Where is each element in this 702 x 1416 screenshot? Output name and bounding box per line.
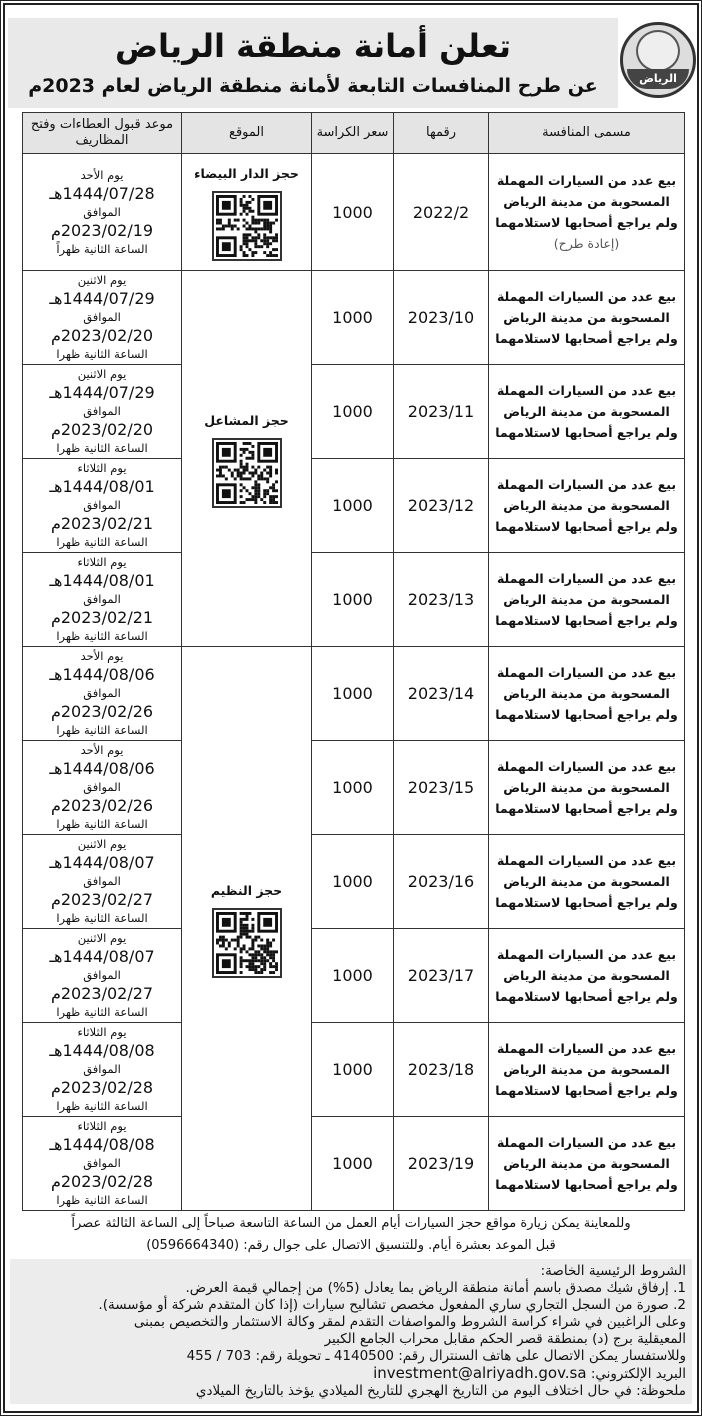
tender-number: 2023/17 (394, 929, 489, 1023)
tender-number: 2023/13 (394, 553, 489, 647)
hijri-date: 1444/08/06هـ (49, 665, 155, 684)
tender-name: بيع عدد من السيارات المهملة المسحوبة من مدينة الرياض ولم يراجع أصحابها لاستلامهما (489, 835, 685, 929)
gregorian-date: 2023/02/28م (50, 1172, 154, 1191)
deadline-cell (23, 271, 182, 365)
muwafiq-label: الموافق (83, 686, 121, 700)
day: يوم الثلاثاء (77, 1119, 127, 1133)
table-row (23, 459, 685, 553)
term-item: 2. صورة من السجل التجاري ساري المفعول مخصص تشاليح سيارات (إذا كان المتقدم شركة أو مؤسسة). (98, 1297, 686, 1313)
tender-number: 2022/2 (394, 154, 489, 271)
table-header-row (23, 113, 685, 154)
booklet-price: 1000 (312, 835, 394, 929)
deadline-cell (23, 553, 182, 647)
day: يوم الاثنين (77, 837, 127, 851)
time: الساعة الثانية ظهراً (56, 241, 148, 256)
tender-name: بيع عدد من السيارات المهملة المسحوبة من مدينة الرياض ولم يراجع أصحابها لاستلامهما (489, 271, 685, 365)
hijri-date: 1444/08/01هـ (49, 571, 155, 590)
page-title: تعلن أمانة منطقة الرياض (114, 27, 512, 65)
time: الساعة الثانية ظهرا (56, 1099, 148, 1113)
booklet-price: 1000 (312, 929, 394, 1023)
tenders-table (22, 112, 685, 1211)
booklet-price: 1000 (312, 647, 394, 741)
col-header-deadline: موعد قبول العطاءات وفتح المظاريف (23, 113, 182, 154)
qr-code-icon[interactable] (212, 908, 282, 978)
table-row (23, 154, 685, 271)
gregorian-date: 2023/02/20م (50, 420, 154, 439)
time: الساعة الثانية ظهرا (56, 911, 148, 925)
contact-line: وللاستفسار يمكن الاتصال على هاتف السنترال رقم: 4140500 ـ تحويلة رقم: 703 / 455 (186, 1348, 686, 1364)
tender-number: 2023/14 (394, 647, 489, 741)
day: يوم الاثنين (77, 273, 127, 287)
table-row (23, 271, 685, 365)
hijri-date: 1444/07/29هـ (49, 289, 155, 308)
muwafiq-label: الموافق (83, 204, 121, 219)
tender-name: بيع عدد من السيارات المهملة المسحوبة من مدينة الرياض ولم يراجع أصحابها لاستلامهما (إعادة طرح) (489, 154, 685, 271)
table-row (23, 835, 685, 929)
time: الساعة الثانية ظهرا (56, 535, 148, 549)
gregorian-date: 2023/02/27م (50, 890, 154, 909)
hijri-date: 1444/07/28هـ (49, 183, 155, 203)
term-item: 1. إرفاق شيك مصدق باسم أمانة منطقة الرياض بما يعادل (5%) من إجمالي قيمة العرض. (185, 1280, 686, 1296)
deadline-cell (23, 929, 182, 1023)
muwafiq-label: الموافق (83, 592, 121, 606)
tender-name: بيع عدد من السيارات المهملة المسحوبة من مدينة الرياض ولم يراجع أصحابها لاستلامهما (489, 553, 685, 647)
muwafiq-label: الموافق (83, 310, 121, 324)
deadline-cell (23, 365, 182, 459)
muwafiq-label: الموافق (83, 498, 121, 512)
time: الساعة الثانية ظهرا (56, 629, 148, 643)
inspection-notice-line1: وللمعاينة يمكن زيارة مواقع حجز السيارات أيام العمل من الساعة التاسعة صباحاً إلى الساعة الثالثة عصراً (71, 1216, 631, 1231)
day: يوم الثلاثاء (77, 555, 127, 569)
hijri-date: 1444/07/29هـ (49, 383, 155, 402)
muwafiq-label: الموافق (83, 1156, 121, 1170)
booklet-price: 1000 (312, 553, 394, 647)
hijri-date: 1444/08/08هـ (49, 1041, 155, 1060)
booklet-price: 1000 (312, 459, 394, 553)
table-row (23, 741, 685, 835)
hijri-date: 1444/08/08هـ (49, 1135, 155, 1154)
gregorian-date: 2023/02/27م (50, 984, 154, 1003)
gregorian-date: 2023/02/28م (50, 1078, 154, 1097)
day: يوم الاثنين (77, 367, 127, 381)
booklet-price: 1000 (312, 1023, 394, 1117)
tender-number: 2023/19 (394, 1117, 489, 1211)
booklet-price: 1000 (312, 365, 394, 459)
day: يوم الأحد (80, 167, 124, 182)
gregorian-date: 2023/02/21م (50, 514, 154, 533)
tender-name: بيع عدد من السيارات المهملة المسحوبة من مدينة الرياض ولم يراجع أصحابها لاستلامهما (489, 1117, 685, 1211)
tender-name: بيع عدد من السيارات المهملة المسحوبة من مدينة الرياض ولم يراجع أصحابها لاستلامهما (489, 365, 685, 459)
logo-text: الرياض (627, 69, 689, 89)
day: يوم الأحد (80, 649, 124, 663)
apply-line: المعيقلية برج (د) بمنطقة قصر الحكم مقابل محراب الجامع الكبير (324, 1331, 686, 1347)
hijri-date: 1444/08/07هـ (49, 947, 155, 966)
col-header-number: رقمها (394, 113, 489, 154)
tender-number: 2023/11 (394, 365, 489, 459)
location-label: حجز المشاعل (204, 412, 289, 428)
email-link[interactable]: investment@alriyadh.gov.sa (373, 1364, 587, 1382)
terms-section (10, 1259, 692, 1404)
time: الساعة الثانية ظهرا (56, 817, 148, 831)
inspection-notice-line2: قبل الموعد بعشرة أيام. وللتنسيق الاتصال على جوال رقم: (0596664340) (146, 1238, 556, 1253)
location-cell (182, 647, 312, 1211)
deadline-cell (23, 1023, 182, 1117)
terms-heading: الشروط الرئيسية الخاصة: (540, 1263, 686, 1279)
booklet-price: 1000 (312, 154, 394, 271)
time: الساعة الثانية ظهرا (56, 347, 148, 361)
col-header-location: الموقع (182, 113, 312, 154)
email-line (16, 1365, 686, 1383)
booklet-price: 1000 (312, 741, 394, 835)
day: يوم الأحد (80, 743, 124, 757)
gregorian-date: 2023/02/21م (50, 608, 154, 627)
muwafiq-label: الموافق (83, 874, 121, 888)
muwafiq-label: الموافق (83, 1062, 121, 1076)
gregorian-date: 2023/02/19م (50, 220, 154, 240)
tender-number: 2023/15 (394, 741, 489, 835)
table-row (23, 647, 685, 741)
location-cell (182, 154, 312, 271)
gregorian-date: 2023/02/20م (50, 326, 154, 345)
page-subtitle: عن طرح المنافسات التابعة لأمانة منطقة الرياض لعام 2023م (28, 75, 598, 97)
email-label: البريد الإلكتروني: (590, 1366, 686, 1382)
time: الساعة الثانية ظهرا (56, 1193, 148, 1207)
hijri-date: 1444/08/06هـ (49, 759, 155, 778)
location-label: حجز النظيم (210, 882, 283, 898)
time: الساعة الثانية ظهرا (56, 441, 148, 455)
tender-name: بيع عدد من السيارات المهملة المسحوبة من مدينة الرياض ولم يراجع أصحابها لاستلامهما (489, 929, 685, 1023)
booklet-price: 1000 (312, 271, 394, 365)
booklet-price: 1000 (312, 1117, 394, 1211)
tender-number: 2023/18 (394, 1023, 489, 1117)
deadline-cell (23, 1117, 182, 1211)
muwafiq-label: الموافق (83, 780, 121, 794)
qr-code-icon[interactable] (212, 191, 282, 261)
deadline-cell (23, 154, 182, 271)
day: يوم الاثنين (77, 931, 127, 945)
time: الساعة الثانية ظهرا (56, 723, 148, 737)
tender-number: 2023/16 (394, 835, 489, 929)
hijri-date: 1444/08/07هـ (49, 853, 155, 872)
table-row (23, 365, 685, 459)
day: يوم الثلاثاء (77, 1025, 127, 1039)
gregorian-date: 2023/02/26م (50, 702, 154, 721)
tender-name: بيع عدد من السيارات المهملة المسحوبة من مدينة الرياض ولم يراجع أصحابها لاستلامهما (489, 459, 685, 553)
table-row (23, 1117, 685, 1211)
tender-number: 2023/10 (394, 271, 489, 365)
col-header-price: سعر الكراسة (312, 113, 394, 154)
deadline-cell (23, 835, 182, 929)
tender-number: 2023/12 (394, 459, 489, 553)
note-line: ملحوظة: في حال اختلاف اليوم من التاريخ الهجري للتاريخ الميلادي يؤخذ بالتاريخ الميلادي (195, 1383, 686, 1399)
muwafiq-label: الموافق (83, 968, 121, 982)
time: الساعة الثانية ظهرا (56, 1005, 148, 1019)
table-row (23, 929, 685, 1023)
qr-code-icon[interactable] (212, 438, 282, 508)
tender-name: بيع عدد من السيارات المهملة المسحوبة من مدينة الرياض ولم يراجع أصحابها لاستلامهما (489, 647, 685, 741)
gregorian-date: 2023/02/26م (50, 796, 154, 815)
tender-name: بيع عدد من السيارات المهملة المسحوبة من مدينة الرياض ولم يراجع أصحابها لاستلامهما (489, 1023, 685, 1117)
col-header-name: مسمى المنافسة (489, 113, 685, 154)
hijri-date: 1444/08/01هـ (49, 477, 155, 496)
location-cell (182, 271, 312, 647)
deadline-cell (23, 647, 182, 741)
apply-line: وعلى الراغبين في شراء كراسة الشروط والمواصفات التقدم لمقر وكالة الاستثمار والتخصيص بمبنى (133, 1314, 686, 1330)
deadline-cell (23, 459, 182, 553)
table-row (23, 1023, 685, 1117)
tender-name: بيع عدد من السيارات المهملة المسحوبة من مدينة الرياض ولم يراجع أصحابها لاستلامهما (489, 741, 685, 835)
day: يوم الثلاثاء (77, 461, 127, 475)
muwafiq-label: الموافق (83, 404, 121, 418)
deadline-cell (23, 741, 182, 835)
re-tender-note: (إعادة طرح) (553, 236, 620, 251)
location-label: حجز الدار البيضاء (194, 166, 299, 181)
table-row (23, 553, 685, 647)
